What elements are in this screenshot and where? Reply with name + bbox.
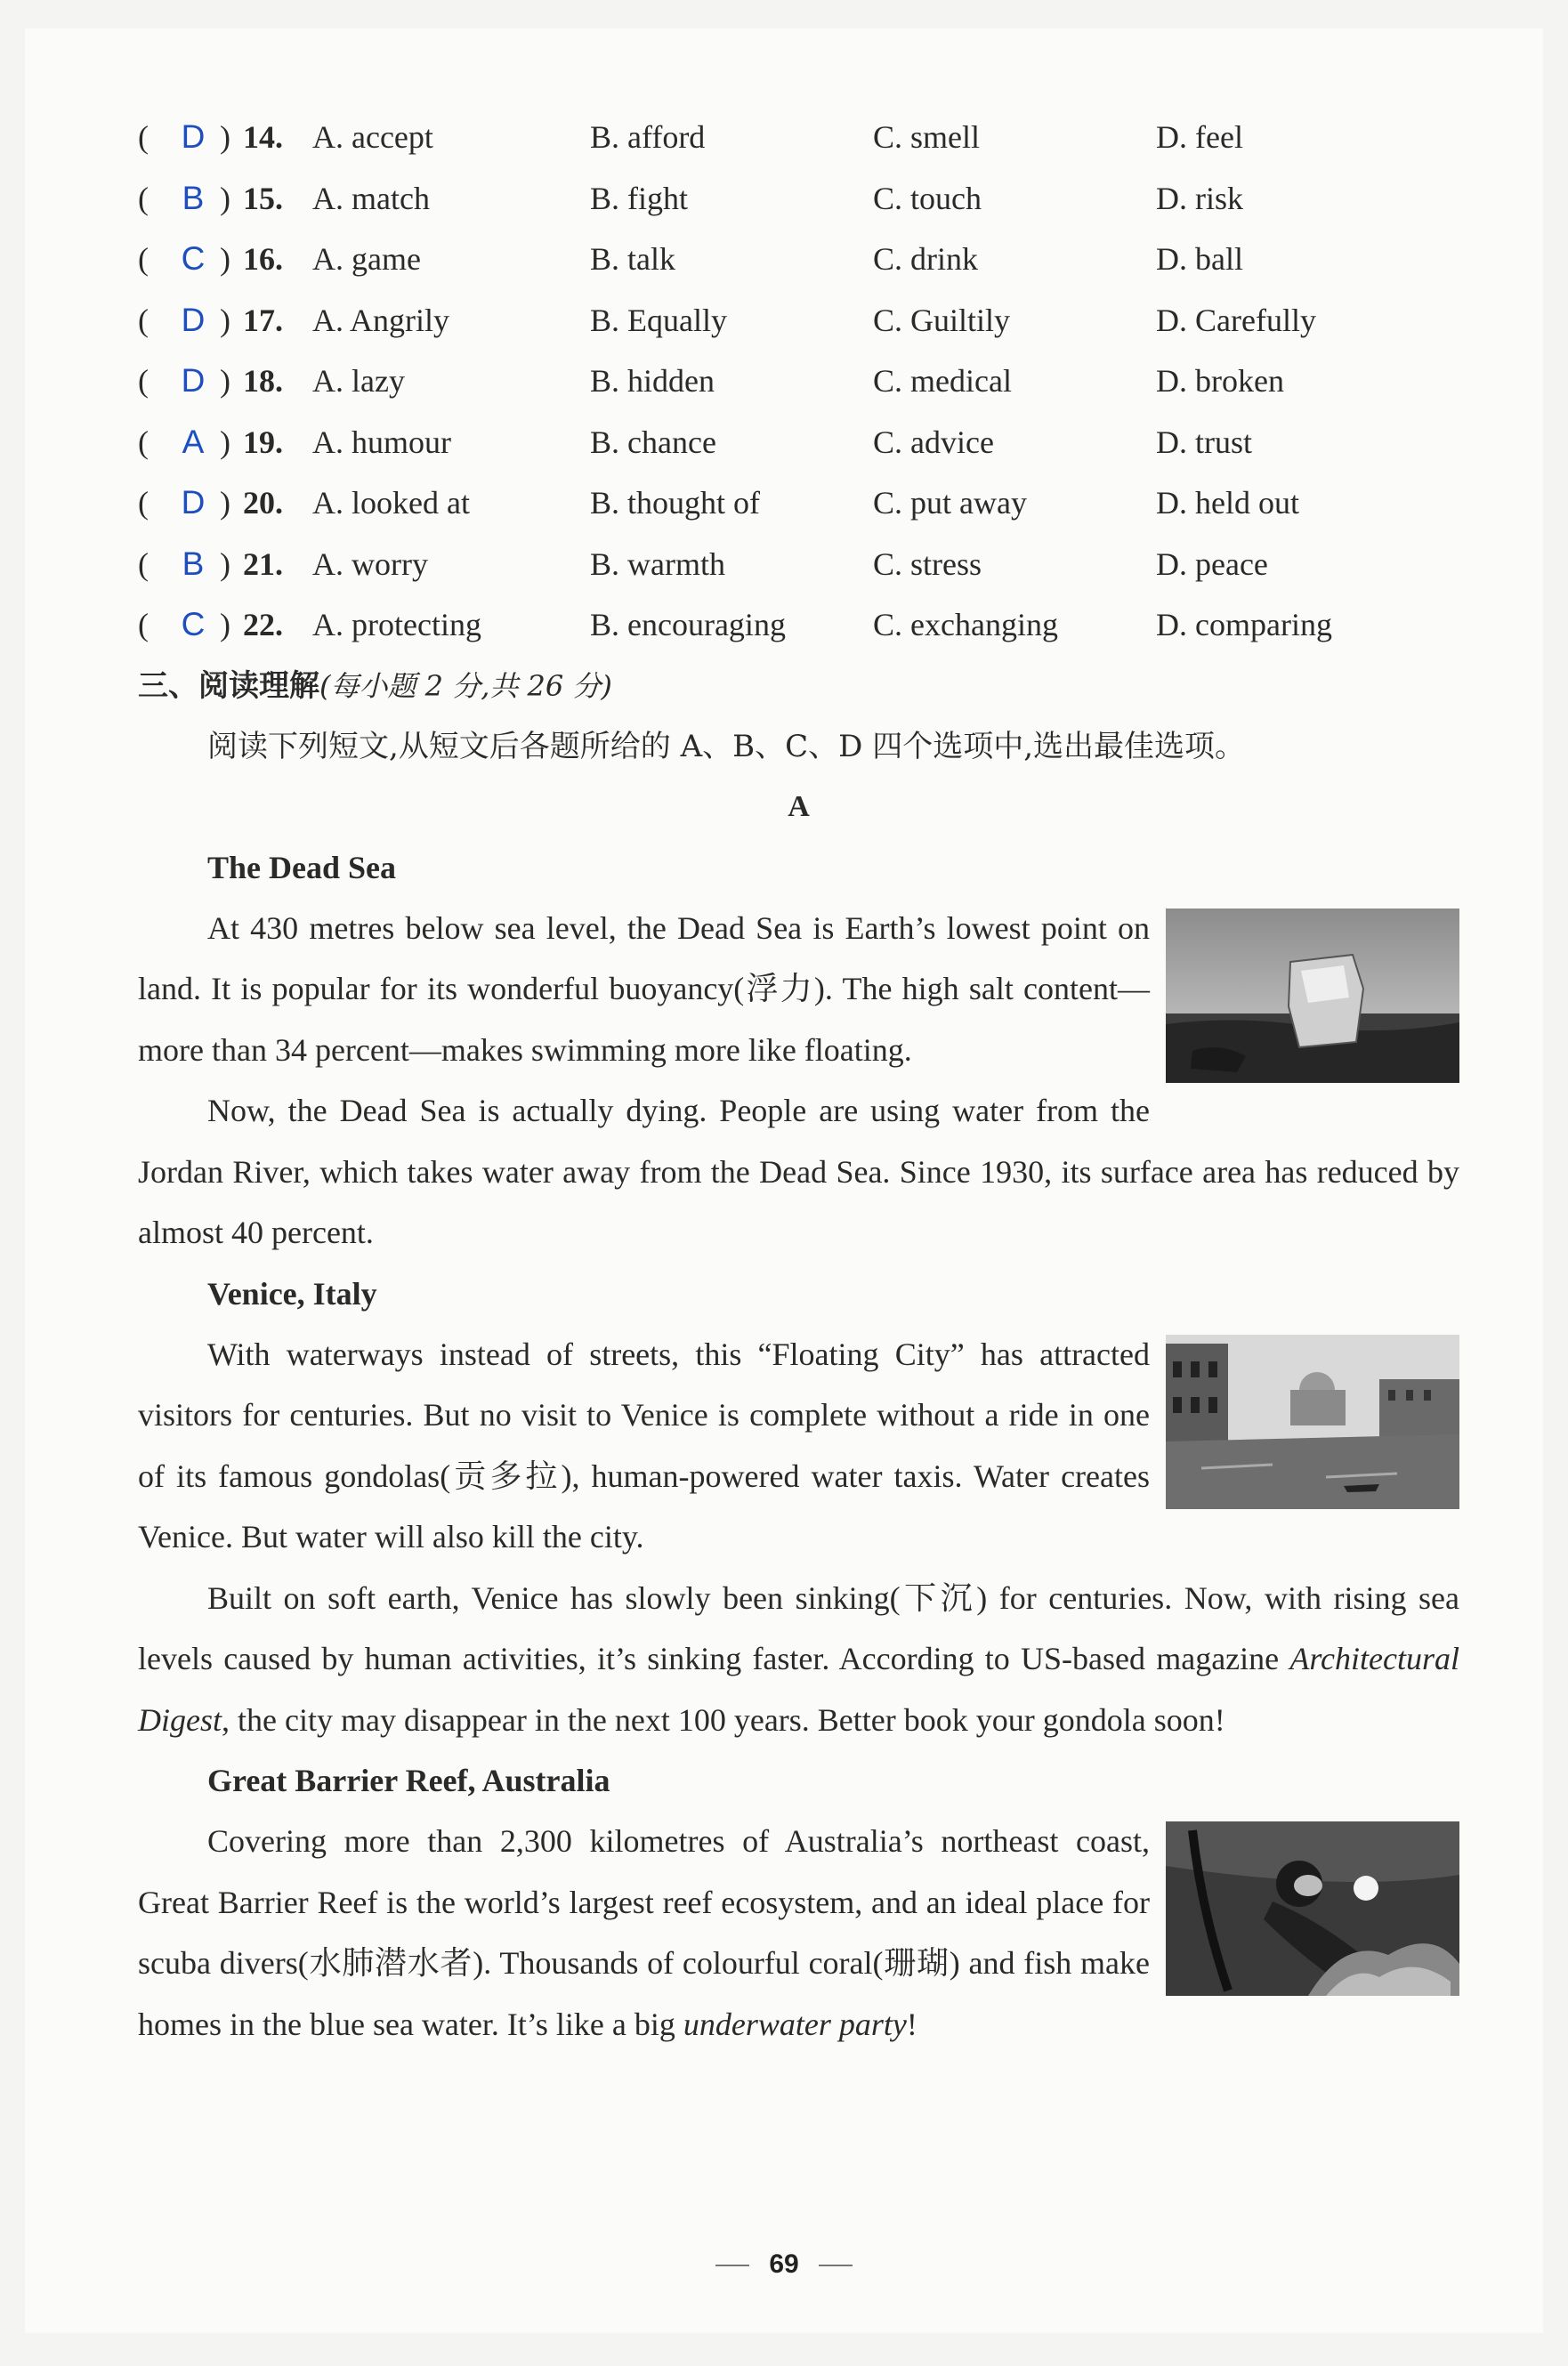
option-c: C. stress: [873, 545, 982, 582]
section-note: (每小题 2 分,共 26 分): [319, 668, 612, 703]
dead-sea-paragraph-2: Now, the Dead Sea is actually dying. People are using water from the Jordan River, which takes water away from the Dead Sea. Since 1930, its surface area has reduced by almost 40 percent.: [138, 1093, 1459, 1250]
option-a: A. accept: [312, 119, 433, 155]
paren-close: ): [220, 607, 230, 642]
option-c: C. exchanging: [873, 607, 1058, 642]
paren-open: (: [138, 363, 149, 399]
option-d: D. feel: [1156, 119, 1243, 155]
paren-close: ): [220, 545, 230, 582]
mcq-row: [138, 229, 1459, 290]
question-number: 19.: [243, 424, 283, 460]
venice-p2-before: Built on soft earth, Venice has slowly been sinking(下沉) for centuries. Now, with rising sea levels caused by human activities, it’s sinking faster. According to US-based magazine: [138, 1579, 1459, 1676]
option-c: C. advice: [873, 424, 994, 460]
option-c: C. Guiltily: [873, 302, 1011, 338]
answer-mark: B: [182, 179, 205, 216]
question-number: 14.: [243, 119, 283, 155]
paren-open: (: [138, 545, 149, 582]
answer-mark: D: [181, 484, 206, 521]
question-number: 18.: [243, 363, 283, 399]
option-b: B. Equally: [590, 302, 727, 338]
dead-sea-photo: [1166, 908, 1459, 1083]
content: [138, 107, 1459, 2055]
option-b: B. thought of: [590, 485, 761, 521]
question-number: 22.: [243, 607, 283, 642]
section-instruction: 阅读下列短文,从短文后各题所给的 A、B、C、D 四个选项中,选出最佳选项。: [207, 728, 1246, 764]
answer-mark: C: [181, 606, 206, 642]
footer-dash-right: [819, 2265, 853, 2266]
option-a: A. looked at: [312, 485, 470, 521]
option-c: C. drink: [873, 241, 979, 277]
paren-close: ): [220, 485, 230, 521]
paren-close: ): [220, 119, 230, 155]
mcq-row: [138, 290, 1459, 351]
question-number: 21.: [243, 545, 283, 582]
option-a: A. match: [312, 180, 430, 216]
magazine-title: Architectural Digest: [138, 1641, 1459, 1738]
answer-mark: C: [181, 240, 206, 277]
answer-mark: D: [181, 301, 206, 338]
mcq-row: [138, 534, 1459, 595]
option-c: C. put away: [873, 485, 1027, 521]
option-b: B. hidden: [590, 363, 715, 399]
option-d: D. Carefully: [1156, 302, 1316, 338]
answer-mark: B: [182, 545, 205, 582]
option-d: D. held out: [1156, 485, 1299, 521]
mcq-row: [138, 107, 1459, 168]
mcq-row: [138, 351, 1459, 412]
reef-p1-before: Covering more than 2,300 kilometres of Australia’s northeast coast, Great Barrier Reef is the world’s largest reef ecosystem, and an ideal place for scuba divers(水肺潜水者). Thousands of colourful coral(珊瑚) and fish make homes in the blue sea water. It’s like a big: [138, 1823, 1150, 2042]
venice-heading: Venice, Italy: [207, 1275, 377, 1312]
answer-mark: A: [182, 423, 205, 460]
paren-close: ): [220, 180, 230, 216]
option-b: B. chance: [590, 424, 716, 460]
reef-italic-phrase: underwater party: [683, 2006, 907, 2042]
dead-sea-paragraph-1: At 430 metres below sea level, the Dead Sea is Earth’s lowest point on land. It is popular for its wonderful buoyancy(浮力). The high salt content—more than 34 percent—makes swimming more like floating.: [138, 909, 1150, 1068]
venice-paragraph-1: With waterways instead of streets, this “Floating City” has attracted visitors for centuries. But no visit to Venice is complete without a ride in one of its famous gondolas(贡多拉), human-powered water taxis. Water creates Venice. But water will also kill the city.: [138, 1336, 1150, 1554]
section-title: [138, 656, 1459, 716]
paren-open: (: [138, 302, 149, 338]
passage-label: A: [788, 789, 810, 823]
paren-open: (: [138, 241, 149, 277]
answer-mark: D: [181, 118, 206, 155]
reef-p1-after: !: [906, 2006, 917, 2042]
option-d: D. risk: [1156, 180, 1243, 216]
option-b: B. encouraging: [590, 607, 786, 642]
paren-close: ): [220, 363, 230, 399]
option-d: D. ball: [1156, 241, 1243, 277]
page-footer: [0, 2249, 1568, 2280]
option-b: B. afford: [590, 119, 706, 155]
option-b: B. fight: [590, 180, 689, 216]
venice-paragraph-2: [138, 1568, 1459, 1751]
mcq-list: [138, 107, 1459, 656]
option-a: A. humour: [312, 424, 451, 460]
question-number: 20.: [243, 485, 283, 521]
reef-photo: [1166, 1821, 1459, 1996]
option-b: B. talk: [590, 241, 675, 277]
option-a: A. worry: [312, 545, 428, 582]
option-a: A. protecting: [312, 607, 481, 642]
option-a: A. lazy: [312, 363, 405, 399]
mcq-row: [138, 472, 1459, 534]
reef-heading: Great Barrier Reef, Australia: [207, 1763, 610, 1798]
option-d: D. trust: [1156, 424, 1252, 460]
venice-photo: [1166, 1335, 1459, 1509]
option-c: C. medical: [873, 363, 1012, 399]
option-c: C. smell: [873, 119, 981, 155]
paren-close: ): [220, 241, 230, 277]
dead-sea-heading: The Dead Sea: [207, 849, 397, 885]
option-a: A. game: [312, 241, 421, 277]
page-number: 69: [769, 2249, 799, 2279]
paren-close: ): [220, 302, 230, 338]
question-number: 16.: [243, 241, 283, 277]
question-number: 15.: [243, 180, 283, 216]
option-d: D. peace: [1156, 545, 1268, 582]
question-number: 17.: [243, 302, 283, 338]
mcq-row: [138, 594, 1459, 656]
option-b: B. warmth: [590, 545, 725, 582]
section-title-text: 三、阅读理解: [138, 667, 319, 704]
venice-p2-after: , the city may disappear in the next 100 years. Better book your gondola soon!: [222, 1701, 1225, 1738]
option-d: D. comparing: [1156, 607, 1332, 642]
paren-close: ): [220, 424, 230, 460]
option-c: C. touch: [873, 180, 982, 216]
footer-dash-left: [715, 2265, 749, 2266]
paren-open: (: [138, 424, 149, 460]
mcq-row: [138, 412, 1459, 473]
option-d: D. broken: [1156, 363, 1284, 399]
answer-mark: D: [181, 362, 206, 399]
paren-open: (: [138, 485, 149, 521]
paren-open: (: [138, 607, 149, 642]
paren-open: (: [138, 180, 149, 216]
option-a: A. Angrily: [312, 302, 450, 338]
paren-open: (: [138, 119, 149, 155]
mcq-row: [138, 168, 1459, 230]
